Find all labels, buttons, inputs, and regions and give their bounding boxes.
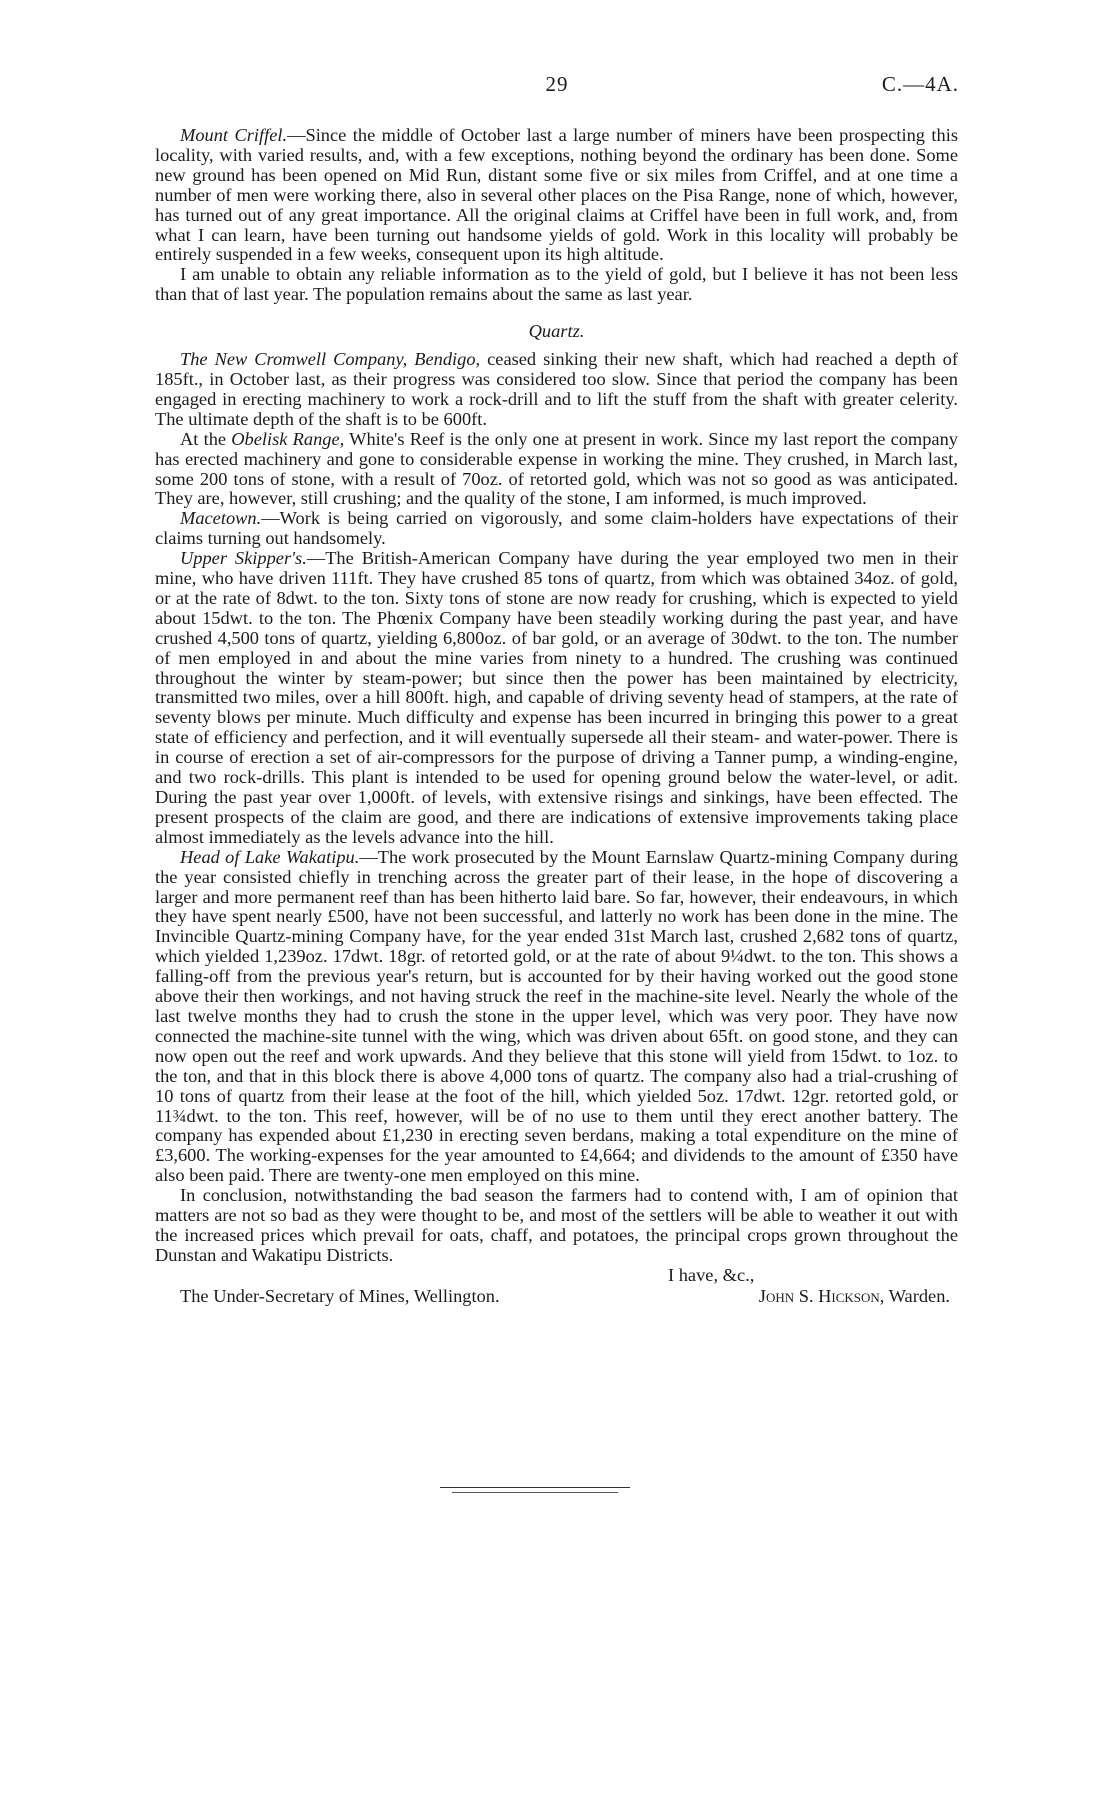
paragraph-text: White's Reef is the only one at present in work. Since my last report the company has erected machinery and gone to considerable expense in working the mine. They crushed, in March last, some 200 tons of stone, with a result of 70oz. of retorted gold, which was not so good as was anticipated. They are, however, still crushing; and the quality of the stone, I am informed, is much improved. [155,428,958,509]
paragraph-prefix: At the [180,428,232,449]
paragraph-lead: Obelisk Range, [231,428,345,449]
paragraph-text: —Work is being carried on vigorously, and some claim-holders have expectations of their claims turning out handsomely. [155,508,958,549]
signature [759,1287,958,1307]
valediction: I have, &c., [668,1264,755,1285]
paragraph-conclusion [155,1186,958,1266]
paper-code: C.—4A. [881,72,959,96]
paragraph-lead: Mount Criffel. [180,125,288,145]
paragraph-text: In conclusion, notwithstanding the bad season the farmers had to contend with, I am of opinion that matters are not so bad as they were thought to be, and most of the settlers will be able to weather it out with the increased prices which prevail for oats, chaff, and potatoes, the principal crops grown throughout the Dunstan and Wakatipu Districts. [155,1185,958,1265]
paragraph-text: —The work prosecuted by the Mount Earnslaw Quartz-mining Company during the year consisted chiefly in trenching across the greater part of their lease, in the hope of discovering a larger and more permanent reef than has been hitherto laid bare. So far, however, their endeavours, in which they have spent nearly £500, have not been successful, and latterly no work has been done in the mine. The Invincible Quartz-mining Company have, for the year ended 31st March last, crushed 2,682 tons of quartz, which yielded 1,239oz. 17dwt. 18gr. of retorted gold, or at the rate of about 9¼dwt. to the ton. This shows a falling-off from the previous year's return, but is accounted for by their having worked out the good stone above their then workings, and not having struck the reef in the machine-site level. Nearly the whole of the last twelve months they had to crush the stone in the upper level, which was very poor. They have now connected the machine-site tunnel with the wing, which was driven about 65ft. on good stone, and they can now open out the reef and work upwards. And they believe that this stone will yield from 15dwt. to 1oz. to the ton, and that in this block there is above 4,000 tons of quartz. The company also had a trial-crushing of 10 tons of quartz from their lease at the foot of the hill, which yielded 5oz. 17dwt. 12gr. retorted gold, or 11¾dwt. to the ton. This reef, however, will be of no use to them until they erect another battery. The company has expended about £1,230 in erecting seven berdans, making a total expenditure on the mine of £3,600. The working-expenses for the year amounted to £4,664; and dividends to the amount of £350 have also been paid. There are twenty-one men employed on this mine. [155,846,959,1186]
paragraph-text: —Since the middle of October last a large number of miners have been prospecting this locality, with varied results, and, with a few exceptions, nothing beyond the ordinary has been done. Some new ground has been opened on Mid Run, distant some five or six miles from Criffel, and at one time a number of men were working there, also in several other places on the Pisa Range, none of which, however, has turned out of any great importance. All the original claims at Criffel have been in full work, and, from what I can learn, have been turning out handsome yields of gold. Work in this locality will probably be entirely suspended in a few weeks, consequent upon its high altitude. [155,125,958,265]
paragraph-lead: Upper Skipper's. [180,548,307,569]
paragraph-lake-wakatipu [155,848,958,1186]
signature-name: John S. Hickson, [758,1285,885,1306]
paragraph-lead: Head of Lake Wakatipu. [180,846,360,867]
signature-title: Warden. [884,1285,950,1306]
paragraph-upper-skippers [155,549,958,848]
paragraph-lead: The New Cromwell Company, Bendigo, [180,349,481,370]
paragraph-lead: Macetown. [180,508,262,529]
addressee: The Under-Secretary of Mines, Wellington. [180,1285,500,1306]
paragraph-text: I am unable to obtain any reliable information as to the yield of gold, but I believe it has not been less than that of last year. The population remains about the same as last year. [155,264,958,305]
paragraph-gold-yield [155,265,958,305]
paragraph-text: —The British-American Company have during the year employed two men in their mine, who have driven 111ft. They have crushed 85 tons of quartz, from which was obtained 34oz. of gold, or at the rate of 8dwt. to the ton. Sixty tons of stone are now ready for crushing, which is expected to yield about 15dwt. to the ton. The Phœnix Company have been steadily working during the past year, and have crushed 4,500 tons of quartz, yielding 6,800oz. of bar gold, or an average of 30dwt. to the ton. The number of men employed in and about the mine varies from ninety to a hundred. The crushing was continued throughout the winter by steam-power; but since then the power has been maintained by electricity, transmitted two miles, over a hill 800ft. high, and capable of driving seventy head of stampers, at the rate of seventy blows per minute. Much difficulty and expense has been incurred in bringing this power to a great state of efficiency and perfection, and it will eventually supersede all their steam- and water-power. There is in course of erection a set of air-compressors for the purpose of driving a Tanner pump, a winding-engine, and two rock-drills. This plant is intended to be used for opening ground below the water-level, or adit. During the past year over 1,000ft. of levels, with extensive risings and sinkings, have been effected. The present prospects of the claim are good, and there are indications of extensive improvements taking place almost immediately as the levels advance into the hill. [155,548,958,847]
page-number: 29 [545,72,569,96]
paragraph-obelisk-range [155,430,958,510]
paragraph-text: ceased sinking their new shaft, which had reached a depth of 185ft., in October last, as their progress was considered too slow. Since that period the company has been engaged in erecting machinery to work a rock-drill and to lift the stuff from the shaft with greater celerity. The ultimate depth of the shaft is to be 600ft. [155,349,958,429]
end-rule [440,1487,630,1488]
report-body [155,126,958,1307]
paragraph-new-cromwell [155,350,958,430]
signature-block [155,1287,958,1307]
end-rule-secondary [452,1492,618,1493]
paragraph-mount-criffel [155,126,958,265]
page-header [155,72,959,100]
section-heading-quartz: Quartz. [528,321,585,342]
paragraph-macetown [155,509,958,549]
